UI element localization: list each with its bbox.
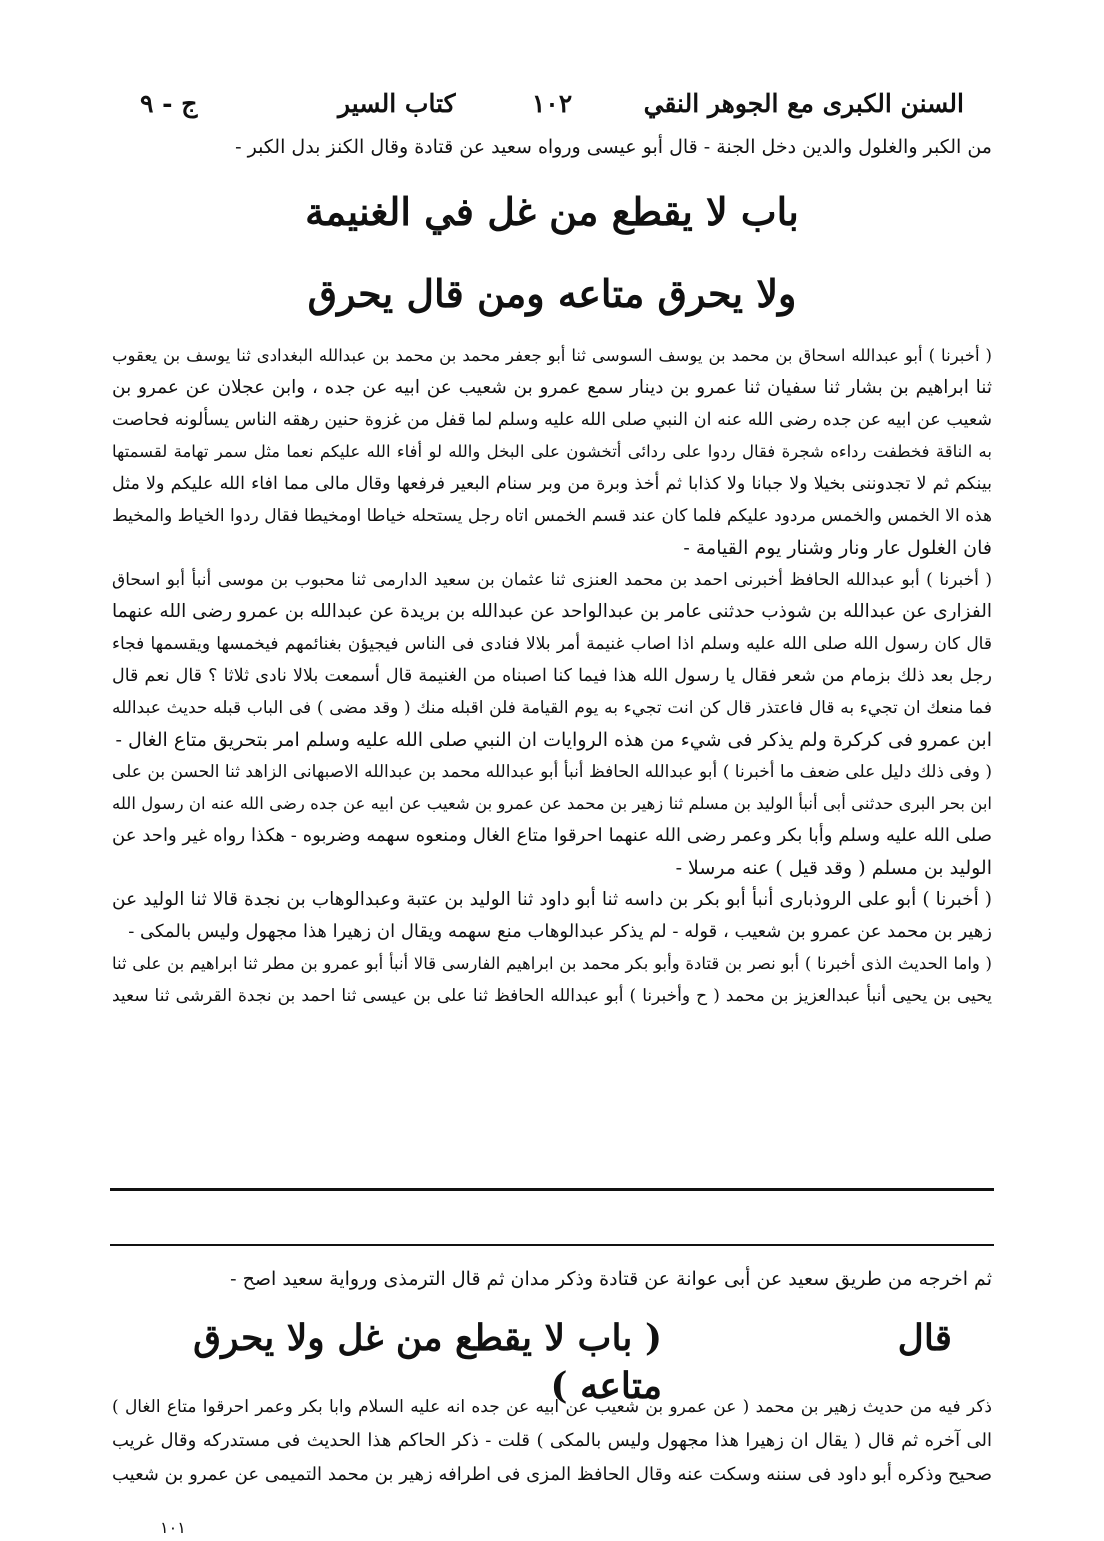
text-line: ( أخبرنا ) أبو عبدالله الحافظ أخبرنى احمد بن محمد العنزى ثنا عثمان بن سعيد الدارمى ثنا محبوب بن موسى أنبأ أبو اسحاق bbox=[112, 570, 992, 590]
footnote-line: الى آخره ثم قال ( يقال ان زهيرا هذا مجهول وليس بالمكى ) قلت - ذكر الحاكم هذا الحديث فى مستدركه وقال غريب bbox=[112, 1430, 992, 1451]
page-header bbox=[140, 86, 964, 122]
text-line: ( واما الحديث الذى أخبرنا ) أبو نصر بن قتادة وأبو بكر محمد بن ابراهيم الفارسى قالا أنبأ أبو عمرو بن مطر ثنا ابراهيم بن على ثنا bbox=[112, 954, 992, 973]
text-line: ( وفى ذلك دليل على ضعف ما أخبرنا ) أبو عبدالله الحافظ أنبأ أبو عبدالله محمد بن عبدالله الاصبهانى الزاهد ثنا الحسن بن على bbox=[112, 762, 992, 782]
footnote-first-line: ثم اخرجه من طريق سعيد عن أبى عوانة عن قتادة وذكر مدان ثم قال الترمذى ورواية سعيد اصح - bbox=[230, 1268, 992, 1290]
footnote-separator-rule bbox=[110, 1244, 994, 1246]
text-line: هذه الا الخمس والخمس مردود عليكم فلما كان عند قسم الخمس اتاه رجل يستحله خياطا اومخيطا فقال ردوا الخياط والمخيط bbox=[112, 506, 992, 526]
text-line: فما منعك ان تجيء به قال فاعتذر قال كن انت تجيء به يوم القيامة فلن اقبله منك ( وقد مضى ) فى الباب قبله حديث عبدالله bbox=[112, 698, 992, 718]
text-line: رجل بعد ذلك بزمام من شعر فقال يا رسول الله هذا فيما كنا اصبناه من الغنيمة قال أسمعت بلالا نادى ثلاثا ؟ قال نعم قال bbox=[112, 666, 992, 686]
text-line: صلى الله عليه وسلم وأبا بكر وعمر رضى الله عنهما احرقوا متاع الغال ومنعوه سهمه وضربوه - هكذا رواه غير واحد عن bbox=[112, 825, 992, 846]
text-line: بينكم ثم لا تجدوننى بخيلا ولا جبانا ولا كذابا ثم أخذ وبرة من وبر سنام البعير فرفعها وقال مالى مما افاء الله عليكم ولا مثل bbox=[112, 474, 992, 494]
text-line: شعيب عن ابيه عن جده رضى الله عنه ان النبي صلى الله عليه وسلم لما قفل من غزوة حنين رهقه الناس يسألونه فحاصت bbox=[112, 410, 992, 430]
book-title: السنن الكبرى مع الجوهر النقي bbox=[643, 89, 964, 118]
text-line: ( أخبرنا ) أبو عبدالله اسحاق بن محمد بن يوسف السوسى ثنا أبو جعفر محمد بن محمد بن عبدالله البغدادى ثنا يوسف بن يعقوب bbox=[112, 346, 992, 365]
chapter-name: كتاب السير bbox=[338, 89, 456, 118]
text-line: به الناقة فخطفت رداءه شجرة فقال ردوا على ردائى أتخشون على البخل والله لو أفاء الله عليكم نعما مثل سمر تهامة لقسمتها bbox=[112, 442, 992, 461]
text-line: الوليد بن مسلم ( وقد قيل ) عنه مرسلا - bbox=[675, 857, 992, 879]
volume-number: ج - ٩ bbox=[140, 89, 198, 118]
footnote-line: ذكر فيه من حديث زهير بن محمد ( عن عمرو بن شعيب عن ابيه عن جده انه عليه السلام وابا بكر وعمر احرقوا متاع الغال ) bbox=[112, 1397, 992, 1417]
chapter-title-line-2: ولا يحرق متاعه ومن قال يحرق bbox=[307, 271, 797, 316]
text-line: ( أخبرنا ) أبو على الروذبارى أنبأ أبو بكر بن داسه ثنا أبو داود ثنا الوليد بن عتبة وعبدالوهاب بن نجدة قالا ثنا الوليد عن bbox=[112, 889, 992, 910]
text-line: ابن بحر البرى حدثنى أبى أنبأ الوليد بن مسلم ثنا زهير بن محمد عن عمرو بن شعيب عن ابيه عن جده رضى الله عنه ان رسول الله bbox=[112, 794, 992, 813]
intro-line: من الكبر والغلول والدين دخل الجنة - قال أبو عيسى ورواه سعيد عن قتادة وقال الكنز بدل الكبر - bbox=[235, 136, 992, 158]
text-line: زهير بن محمد عن عمرو بن شعيب ، قوله - لم يذكر عبدالوهاب منع سهمه ويقال ان زهيرا هذا مجهول وليس بالمكى - bbox=[128, 921, 992, 942]
page-number: ١٠١ bbox=[160, 1518, 186, 1537]
footnote-chapter-title: ( باب لا يقطع من غل ولا يحرق متاعه ) bbox=[193, 1317, 662, 1407]
text-line: ثنا ابراهيم بن بشار ثنا سفيان ثنا عمرو بن دينار سمع عمرو بن شعيب عن ابيه عن جده ، وابن عجلان عن عمرو بن bbox=[112, 377, 992, 398]
chapter-title-line-1: باب لا يقطع من غل في الغنيمة bbox=[305, 189, 799, 234]
text-line: قال كان رسول الله صلى الله عليه وسلم اذا اصاب غنيمة أمر بلالا فنادى فى الناس فيجيؤن بغنائمهم فيخمسها ويقسمها فجاء bbox=[112, 634, 992, 654]
text-line: الفزارى عن عبدالله بن شوذب حدثنى عامر بن عبدالواحد عن عبدالله بن بريدة عن عبدالله بن عمرو رضى الله عنهما bbox=[112, 601, 992, 622]
text-line: فان الغلول عار ونار وشنار يوم القيامة - bbox=[683, 537, 992, 559]
footnote-qal: قال bbox=[897, 1317, 952, 1359]
header-page-number: ١٠٢ bbox=[531, 89, 573, 118]
text-line: ابن عمرو فى كركرة ولم يذكر فى شيء من هذه الروايات ان النبي صلى الله عليه وسلم امر بتحريق متاع الغال - bbox=[115, 729, 992, 751]
footnote-line: صحيح وذكره أبو داود فى سننه وسكت عنه وقال الحافظ المزى فى اطرافه زهير بن محمد التميمى عن عمرو بن شعيب bbox=[112, 1464, 992, 1485]
main-text-bottom-rule bbox=[110, 1188, 994, 1191]
text-line: يحيى بن يحيى أنبأ عبدالعزيز بن محمد ( ح وأخبرنا ) أبو عبدالله الحافظ ثنا على بن عيسى ثنا احمد بن نجدة القرشى ثنا سعيد bbox=[112, 986, 992, 1006]
